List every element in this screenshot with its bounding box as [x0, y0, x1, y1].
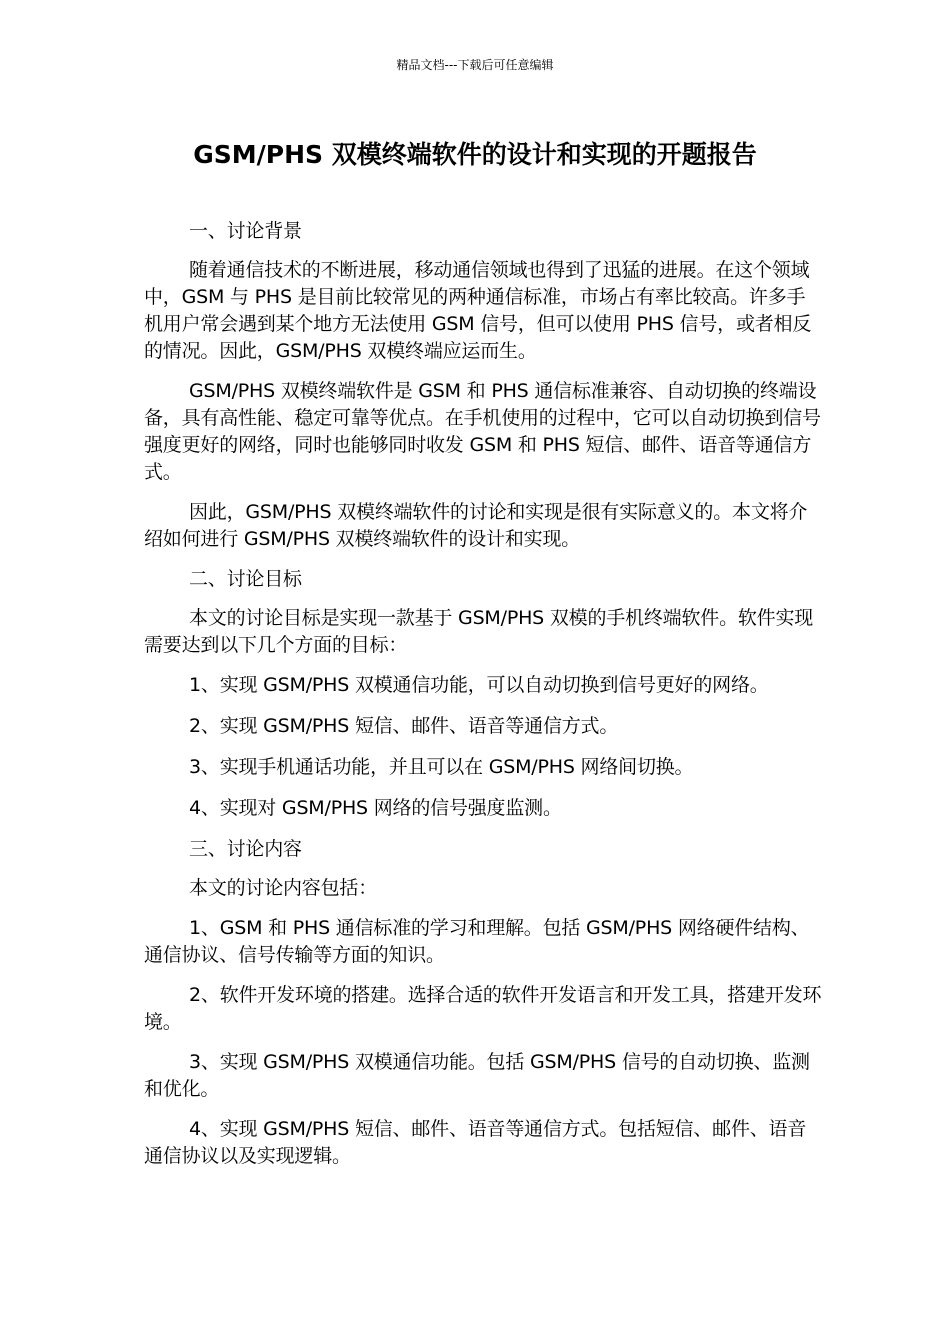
- content-item-4: 4、实现 GSM/PHS 短信、邮件、语音等通信方式。包括短信、邮件、语音通信协议以及实现逻辑。: [144, 1118, 807, 1167]
- paragraph-content-intro: 本文的讨论内容包括：: [189, 877, 378, 899]
- goal-item-4: 4、实现对 GSM/PHS 网络的信号强度监测。: [189, 797, 562, 819]
- goal-item-1: 1、实现 GSM/PHS 双模通信功能，可以自动切换到信号更好的网络。: [189, 674, 769, 696]
- paragraph-background-1: 随着通信技术的不断进展，移动通信领域也得到了迅猛的进展。在这个领域中，GSM 与 PHS 是目前比较常见的两种通信标准，市场占有率比较高。许多手机用户常会遇到某个地方无法使用 GSM 信号，但可以使用 PHS 信号，或者相反的情况。因此，GSM/PHS 双模终端应运而生。: [144, 259, 812, 362]
- document-body: [144, 218, 824, 1183]
- document-title: GSM/PHS 双模终端软件的设计和实现的开题报告: [193, 140, 757, 169]
- goal-item-3: 3、实现手机通话功能，并且可以在 GSM/PHS 网络间切换。: [189, 756, 694, 778]
- paragraph-background-3: 因此，GSM/PHS 双模终端软件的讨论和实现是很有实际意义的。本文将介绍如何进行 GSM/PHS 双模终端软件的设计和实现。: [144, 501, 808, 550]
- paragraph-goals-intro: 本文的讨论目标是实现一款基于 GSM/PHS 双模的手机终端软件。软件实现需要达到以下几个方面的目标：: [144, 607, 814, 656]
- content-item-2: 2、软件开发环境的搭建。选择合适的软件开发语言和开发工具，搭建开发环境。: [144, 984, 822, 1033]
- goal-item-2: 2、实现 GSM/PHS 短信、邮件、语音等通信方式。: [189, 715, 619, 737]
- content-item-1: 1、GSM 和 PHS 通信标准的学习和理解。包括 GSM/PHS 网络硬件结构、通信协议、信号传输等方面的知识。: [144, 917, 810, 966]
- paragraph-background-2: GSM/PHS 双模终端软件是 GSM 和 PHS 通信标准兼容、自动切换的终端设备，具有高性能、稳定可靠等优点。在手机使用的过程中，它可以自动切换到信号强度更好的网络，同时也能够同时收发 GSM 和 PHS 短信、邮件、语音等通信方式。: [144, 380, 821, 483]
- page-header-note: 精品文档---下载后可任意编辑: [396, 58, 554, 72]
- section-heading-content: 三、讨论内容: [189, 838, 302, 860]
- content-item-3: 3、实现 GSM/PHS 双模通信功能。包括 GSM/PHS 信号的自动切换、监测和优化。: [144, 1051, 810, 1100]
- section-heading-background: 一、讨论背景: [189, 220, 302, 242]
- section-heading-goals: 二、讨论目标: [189, 568, 302, 590]
